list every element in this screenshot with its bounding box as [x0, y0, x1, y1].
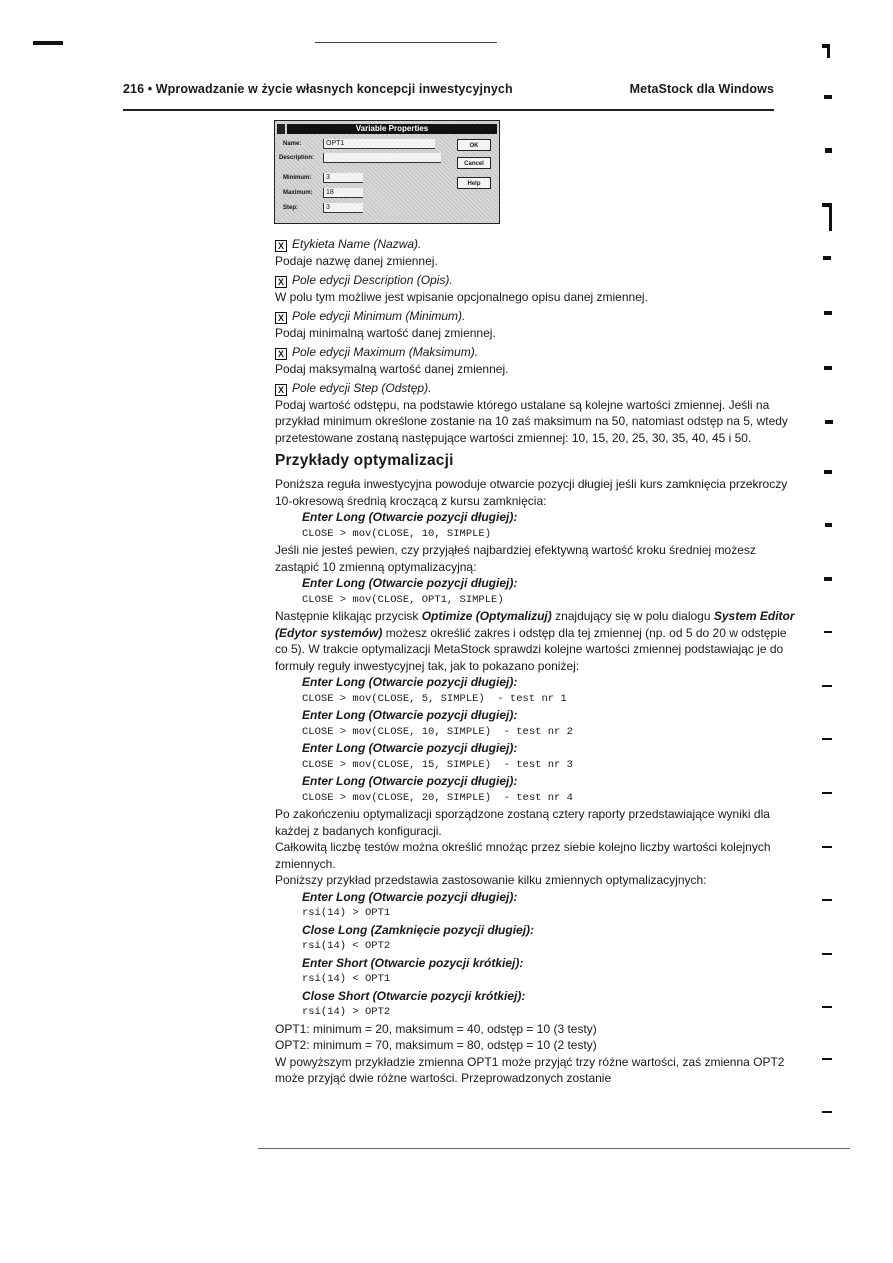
opt1-line: OPT1: minimum = 20, maksimum = 40, odstęp = 10 (3 testy): [275, 1021, 597, 1036]
scan-mark: [824, 470, 832, 474]
opt2-line: OPT2: minimum = 70, maksimum = 80, odstęp = 10 (2 testy): [275, 1038, 597, 1052]
top-rule: [315, 42, 497, 43]
scan-mark: [33, 41, 63, 45]
item-name-title: X Etykieta Name (Nazwa).: [275, 236, 795, 253]
rule-label: Enter Long (Otwarcie pozycji długiej):: [302, 510, 518, 524]
intro-paragraph: Poniższa reguła inwestycyjna powoduje otwarcie pozycji długiej jeśli kurs zamknięcia przekroczy 10-okresową średnią kroczącą z kursu zamknięcia:: [275, 477, 788, 508]
system-menu-icon: [277, 124, 285, 134]
dialog-title: Variable Properties: [287, 124, 497, 134]
item-name-desc: Podaje nazwę danej zmiennej.: [275, 253, 438, 268]
scan-mark: [829, 205, 832, 231]
item-description-title: X Pole edycji Description (Opis).: [275, 272, 795, 289]
scan-mark: [824, 95, 832, 99]
section-heading: Przykłady optymalizacji: [275, 452, 454, 469]
description-label: Description:: [279, 155, 315, 161]
scan-mark: [822, 685, 832, 687]
scan-mark: [824, 366, 832, 370]
rule-label: Close Long (Zamknięcie pozycji długiej):: [302, 922, 535, 937]
code-line: CLOSE > mov(CLOSE, 20, SIMPLE) - test nr 4: [302, 791, 573, 804]
rule-label: Close Short (Otwarcie pozycji krótkiej):: [302, 988, 526, 1003]
rule-label: Enter Long (Otwarcie pozycji długiej):: [302, 675, 518, 689]
rule-label: Enter Short (Otwarcie pozycji krótkiej):: [302, 955, 524, 970]
header-left: 216 • Wprowadzanie w życie własnych koncepcji inwestycyjnych: [123, 82, 513, 96]
code-line: CLOSE > mov(CLOSE, 10, SIMPLE) - test nr 2: [302, 725, 573, 738]
rule-label: Enter Long (Otwarcie pozycji długiej):: [302, 774, 518, 788]
code-line: CLOSE > mov(CLOSE, 5, SIMPLE) - test nr 1: [302, 692, 567, 705]
scan-mark: [825, 523, 832, 527]
header-rule: [123, 109, 774, 111]
maximum-field[interactable]: 18: [323, 188, 363, 198]
code-line: CLOSE > mov(CLOSE, 15, SIMPLE) - test nr 3: [302, 758, 573, 771]
code-line: rsi(14) < OPT2: [302, 940, 391, 952]
rule-label: Enter Long (Otwarcie pozycji długiej):: [302, 889, 518, 904]
scan-mark: [824, 631, 832, 633]
checkbox-icon: X: [275, 348, 287, 360]
rule-label: Enter Long (Otwarcie pozycji długiej):: [302, 708, 518, 722]
scan-mark: [822, 953, 832, 955]
checkbox-icon: X: [275, 312, 287, 324]
minimum-label: Minimum:: [283, 175, 312, 181]
maximum-label: Maximum:: [283, 190, 313, 196]
item-maximum-title: X Pole edycji Maximum (Maksimum).: [275, 344, 795, 361]
scan-mark: [824, 577, 832, 581]
scan-mark: [825, 148, 832, 153]
scan-mark: [822, 846, 832, 848]
page-body: [275, 236, 795, 1087]
code-line: rsi(14) < OPT1: [302, 973, 391, 985]
code-line: CLOSE > mov(CLOSE, OPT1, SIMPLE): [302, 593, 504, 606]
item-step-desc: Podaj wartość odstępu, na podstawie którego ustalane są kolejne wartości zmiennej. Jeśli na przykład minimum określone zostanie na 10 zaś maksimum na 50, natomiast odstęp na 5, wtedy przetestowane zostaną następujące wartości zmiennej: 10, 15, 20, 25, 30, 35, 40, 45 i 50.: [275, 397, 788, 445]
name-label: Name:: [283, 141, 302, 147]
help-button[interactable]: Help: [457, 177, 491, 189]
scan-mark: [825, 420, 833, 424]
step-field[interactable]: 3: [323, 203, 363, 213]
paragraph: Następnie klikając przycisk Optimize (Optymalizuj) znajdujący się w polu dialogu System Editor (Edytor systemów) możesz określić zakres i odstęp dla tej zmiennej (np. od 5 do 20 w odstępie co 5). W trakcie optymalizacji MetaStock sprawdzi kolejne wartości zmiennej podstawiając je do formuły reguły inwestycyjnej tak, jak to pokazano poniżej:: [275, 609, 795, 673]
item-description-desc: W polu tym możliwe jest wpisanie opcjonalnego opisu danej zmiennej.: [275, 289, 648, 304]
scan-mark: [822, 1058, 832, 1060]
bottom-rule: [258, 1148, 850, 1149]
rule-label: Enter Long (Otwarcie pozycji długiej):: [302, 741, 518, 755]
checkbox-icon: X: [275, 384, 287, 396]
item-maximum-desc: Podaj maksymalną wartość danej zmiennej.: [275, 361, 509, 376]
item-minimum-title: X Pole edycji Minimum (Minimum).: [275, 308, 795, 325]
scan-mark: [822, 792, 832, 794]
checkbox-icon: X: [275, 240, 287, 252]
item-step-title: X Pole edycji Step (Odstęp).: [275, 380, 795, 397]
name-field[interactable]: OPT1: [323, 139, 435, 149]
code-line: CLOSE > mov(CLOSE, 10, SIMPLE): [302, 527, 492, 540]
ok-button[interactable]: OK: [457, 139, 491, 151]
variable-properties-dialog: [274, 120, 500, 224]
rule-label: Enter Long (Otwarcie pozycji długiej):: [302, 576, 518, 590]
paragraph: Całkowitą liczbę testów można określić mnożąc przez siebie kolejno liczby wartości kolejnych zmiennych.: [275, 840, 771, 871]
code-line: rsi(14) > OPT1: [302, 907, 391, 919]
scan-mark: [822, 899, 832, 901]
minimum-field[interactable]: 3: [323, 173, 363, 183]
scan-mark: [823, 256, 831, 260]
cancel-button[interactable]: Cancel: [457, 157, 491, 169]
code-line: rsi(14) > OPT2: [302, 1006, 391, 1018]
paragraph: Jeśli nie jesteś pewien, czy przyjąłeś najbardziej efektywną wartość kroku średniej możesz zastąpić 10 zmienną optymalizacyjną:: [275, 543, 756, 574]
scan-mark: [824, 311, 832, 315]
paragraph: Po zakończeniu optymalizacji sporządzone zostaną cztery raporty przedstawiające wyniki dla każdej z badanych konfiguracji.: [275, 807, 770, 838]
scan-mark: [822, 1006, 832, 1008]
scan-mark: [827, 46, 830, 58]
checkbox-icon: X: [275, 276, 287, 288]
paragraph: W powyższym przykładzie zmienna OPT1 może przyjąć trzy różne wartości, zaś zmienna OPT2 może przyjąć dwie różne wartości. Przeprowadzonych zostanie: [275, 1054, 785, 1085]
description-field[interactable]: [323, 153, 441, 163]
item-minimum-desc: Podaj minimalną wartość danej zmiennej.: [275, 325, 496, 340]
scan-mark: [822, 1111, 832, 1113]
header-right: MetaStock dla Windows: [629, 82, 774, 96]
running-header: [123, 82, 774, 102]
paragraph: Poniższy przykład przedstawia zastosowanie kilku zmiennych optymalizacyjnych:: [275, 873, 707, 887]
step-label: Step:: [283, 205, 298, 211]
scan-mark: [822, 738, 832, 740]
